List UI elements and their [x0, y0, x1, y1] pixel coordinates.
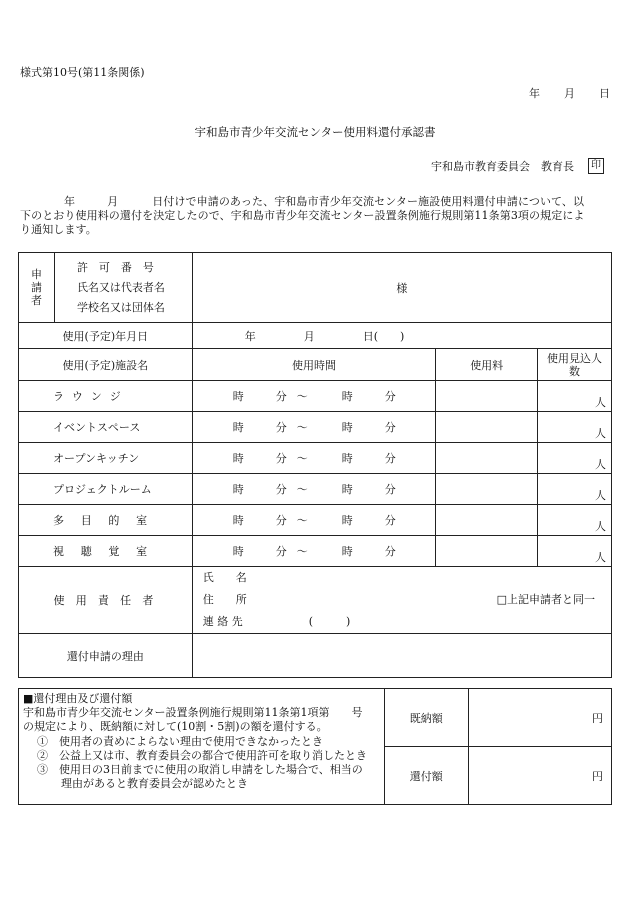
responsible-details	[192, 567, 611, 634]
reason-item-3-cont: 理由があると教育委員会が認めたとき	[61, 777, 248, 791]
facility-name: 多 目 的 室	[19, 505, 193, 536]
fee-cell	[436, 381, 538, 412]
time-range: 時 分 ～ 時 分	[192, 505, 436, 536]
usage-date-value: 年 月 日( )	[192, 323, 611, 349]
facility-name: イベントスペース	[19, 412, 193, 443]
reason-item-1: ① 使用者の責めによらない理由で使用できなかったとき	[37, 734, 323, 748]
date-line	[529, 85, 610, 101]
date-year: 年	[529, 87, 540, 100]
fee-cell	[436, 412, 538, 443]
issuer	[431, 158, 604, 174]
application-table	[18, 252, 612, 678]
refund-amount-label: 還付額	[384, 747, 468, 805]
applicant-value	[192, 253, 611, 323]
responsible-name-label: 氏 名	[202, 571, 247, 584]
people-cell: 人	[538, 381, 612, 412]
intro-paragraph	[20, 195, 612, 237]
people-cell: 人	[538, 474, 612, 505]
facility-name: プロジェクトルーム	[19, 474, 193, 505]
intro-year: 年	[64, 195, 76, 208]
fee-cell	[436, 536, 538, 567]
same-as-applicant-checkbox[interactable]: □上記申請者と同一	[496, 593, 595, 606]
time-range: 時 分 ～ 時 分	[192, 443, 436, 474]
facility-row	[19, 443, 612, 474]
time-range: 時 分 ～ 時 分	[192, 381, 436, 412]
people-cell: 人	[538, 536, 612, 567]
reasons-line1: 宇和島市青少年交流センター設置条例施行規則第11条第1項第 号	[23, 706, 363, 720]
fee-header: 使用料	[436, 349, 538, 381]
intro-line1: 日付けで申請のあった、宇和島市青少年交流センター施設使用料還付申請について、以	[152, 195, 585, 208]
paid-amount-value: 円	[468, 689, 611, 747]
intro-line3: り通知します。	[20, 223, 97, 236]
representative-name-label: 氏名又は代表者名	[76, 280, 165, 294]
time-header: 使用時間	[192, 349, 436, 381]
time-range: 時 分 ～ 時 分	[192, 474, 436, 505]
reason-item-3: ③ 使用日の3日前までに使用の取消し申請をした場合で、相当の	[37, 763, 363, 777]
refund-table	[18, 688, 612, 805]
fee-cell	[436, 443, 538, 474]
fee-cell	[436, 505, 538, 536]
applicant-header: 申請者	[19, 253, 55, 323]
responsible-address-label: 住 所	[202, 593, 247, 606]
intro-month: 月	[107, 195, 119, 208]
facility-name: ラ ウ ン ジ	[19, 381, 193, 412]
facility-row	[19, 536, 612, 567]
people-cell: 人	[538, 443, 612, 474]
permit-number-label: 許 可 番 号	[76, 260, 154, 274]
responsible-label: 使 用 責 任 者	[19, 567, 193, 634]
refund-reason-value	[192, 634, 611, 678]
facility-row	[19, 381, 612, 412]
paid-amount-label: 既納額	[384, 689, 468, 747]
intro-line2: 下のとおり使用料の還付を決定したので、宇和島市青少年交流センター設置条例施行規則第11条第3項の規定によ	[20, 209, 585, 222]
facility-row	[19, 474, 612, 505]
reasons-line2: の規定により、既納額に対して(10割・5割)の額を還付する。	[23, 720, 328, 734]
honorific: 様	[396, 281, 408, 295]
seal-icon: 印	[588, 158, 604, 174]
facility-name: オープンキッチン	[19, 443, 193, 474]
facility-name: 視 聴 覚 室	[19, 536, 193, 567]
refund-reasons	[19, 689, 385, 805]
date-day: 日	[599, 87, 610, 100]
refund-reason-label: 還付申請の理由	[19, 634, 193, 678]
fee-cell	[436, 474, 538, 505]
usage-date-label: 使用(予定)年月日	[19, 323, 193, 349]
time-range: 時 分 ～ 時 分	[192, 412, 436, 443]
time-range: 時 分 ～ 時 分	[192, 536, 436, 567]
people-cell: 人	[538, 505, 612, 536]
people-header: 使用見込人数	[538, 349, 612, 381]
responsible-contact-row: 連 絡 先 ( )	[202, 615, 351, 628]
school-name-label: 学校名又は団体名	[76, 300, 165, 314]
people-cell: 人	[538, 412, 612, 443]
reasons-heading: ■還付理由及び還付額	[23, 692, 133, 705]
refund-amount-value: 円	[468, 747, 611, 805]
form-number: 様式第10号(第11条関係)	[20, 66, 145, 79]
date-month: 月	[564, 87, 575, 100]
reason-item-2: ② 公益上又は市、教育委員会の都合で使用許可を取り消したとき	[37, 748, 367, 762]
facility-row	[19, 505, 612, 536]
document-title: 宇和島市青少年交流センター使用料還付承認書	[194, 125, 436, 139]
facility-header: 使用(予定)施設名	[19, 349, 193, 381]
applicant-labels	[54, 253, 192, 323]
issuer-name: 宇和島市教育委員会 教育長	[431, 160, 574, 173]
facility-row	[19, 412, 612, 443]
